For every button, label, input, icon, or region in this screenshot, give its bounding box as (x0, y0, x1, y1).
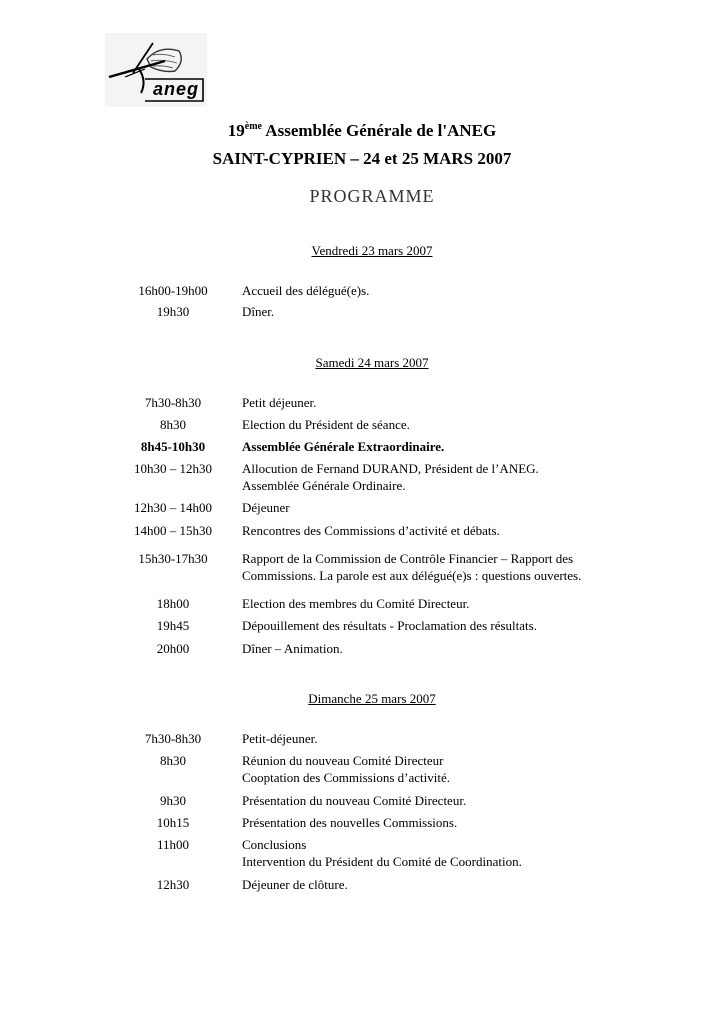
description-line: Intervention du Président du Comité de Coordination. (242, 854, 522, 869)
schedule-description: Petit déjeuner. (242, 395, 317, 410)
schedule-description (242, 752, 642, 786)
schedule-time: 8h30 (160, 417, 186, 432)
schedule-time: 14h00 – 15h30 (134, 523, 212, 538)
title-text: Assemblée Générale de l'ANEG (262, 121, 497, 140)
schedule-time: 16h00-19h00 (138, 283, 208, 298)
schedule-time: 10h15 (156, 815, 190, 830)
schedule-time: 8h30 (160, 753, 186, 768)
document-subtitle: SAINT-CYPRIEN – 24 et 25 MARS 2007 (212, 149, 512, 168)
title-ordinal-number: 19 (227, 121, 245, 140)
schedule-description: Accueil des délégué(e)s. (242, 283, 370, 298)
schedule-description: Présentation du nouveau Comité Directeur. (242, 793, 467, 808)
description-line: Assemblée Générale Ordinaire. (242, 478, 406, 493)
schedule-description: Election des membres du Comité Directeur. (242, 596, 470, 611)
schedule-description: Dépouillement des résultats - Proclamation des résultats. (242, 618, 537, 633)
schedule-time: 20h00 (156, 641, 190, 656)
schedule-time: 15h30-17h30 (138, 551, 208, 566)
description-line: Allocution de Fernand DURAND, Président de l’ANEG. (242, 461, 539, 476)
description-line: Réunion du nouveau Comité Directeur (242, 753, 444, 768)
schedule-description (242, 550, 642, 584)
description-line: Conclusions (242, 837, 307, 852)
schedule-description: Présentation des nouvelles Commissions. (242, 815, 458, 830)
schedule-time: 11h00 (156, 837, 190, 852)
description-line: Commissions. La parole est aux délégué(e)s : questions ouvertes. (242, 568, 582, 583)
schedule-time: 18h00 (156, 596, 190, 611)
schedule-time: 12h30 – 14h00 (134, 500, 212, 515)
title-ordinal-suffix: ème (244, 121, 262, 132)
schedule-time: 12h30 (156, 877, 190, 892)
day-heading-friday: Vendredi 23 mars 2007 (311, 243, 433, 258)
schedule-description: Dîner – Animation. (242, 641, 343, 656)
schedule-time: 8h45-10h30 (140, 439, 206, 454)
schedule-description: Petit-déjeuner. (242, 731, 318, 746)
programme-heading: PROGRAMME (309, 186, 435, 206)
schedule-description (242, 836, 642, 870)
schedule-time: 7h30-8h30 (144, 731, 202, 746)
description-line: Cooptation des Commissions d’activité. (242, 770, 450, 785)
aneg-logo (105, 33, 207, 107)
description-line: Rapport de la Commission de Contrôle Financier – Rapport des (242, 551, 574, 566)
schedule-time: 10h30 – 12h30 (134, 461, 212, 476)
schedule-description: Déjeuner (242, 500, 290, 515)
schedule-time: 7h30-8h30 (144, 395, 202, 410)
schedule-description (242, 460, 642, 494)
schedule-time: 9h30 (160, 793, 186, 808)
schedule-description: Rencontres des Commissions d’activité et débats. (242, 523, 500, 538)
day-heading-saturday: Samedi 24 mars 2007 (315, 355, 429, 370)
day-heading-sunday: Dimanche 25 mars 2007 (308, 691, 436, 706)
logo-text: aneg (153, 79, 200, 99)
document-title (0, 121, 724, 141)
schedule-description: Dîner. (242, 304, 275, 319)
schedule-description: Election du Président de séance. (242, 417, 410, 432)
schedule-description: Assemblée Générale Extraordinaire. (242, 439, 445, 454)
schedule-description: Déjeuner de clôture. (242, 877, 348, 892)
schedule-time: 19h45 (156, 618, 190, 633)
schedule-time: 19h30 (156, 304, 190, 319)
